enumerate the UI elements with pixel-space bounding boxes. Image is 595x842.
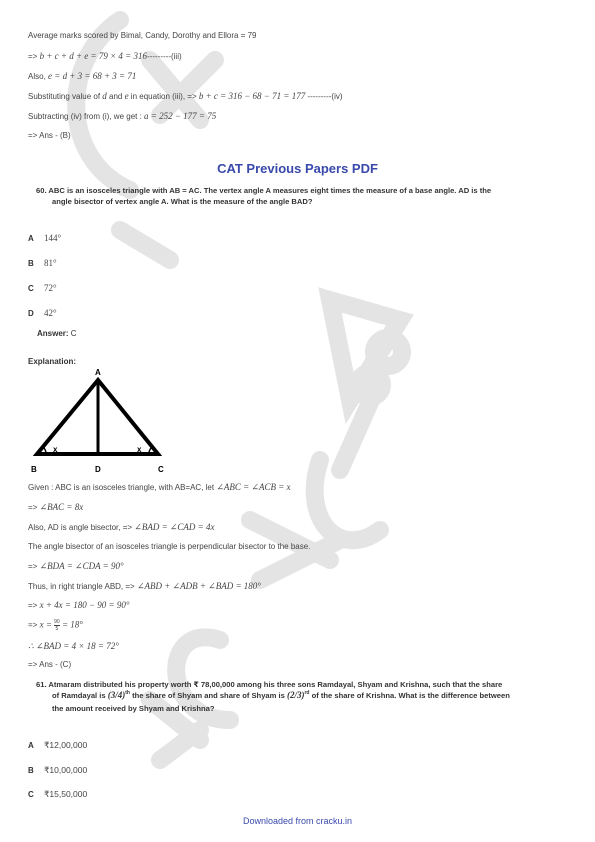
vertex-label-c: C bbox=[158, 465, 164, 474]
angle-label-b: x bbox=[53, 445, 58, 454]
prev-line-1: Average marks scored by Bimal, Candy, Dorothy and Ellora = 79 bbox=[28, 31, 257, 40]
footer-link[interactable]: Downloaded from cracku.in bbox=[242, 816, 353, 826]
option-c[interactable] bbox=[28, 789, 87, 800]
text: Also, bbox=[28, 72, 49, 81]
option-a[interactable] bbox=[28, 740, 87, 751]
sol-line-2 bbox=[28, 502, 83, 513]
triangle-diagram bbox=[28, 366, 168, 478]
option-letter: A bbox=[28, 741, 34, 750]
question-text-line: 61. Atmaram distributed his property worth ₹ 78,00,000 among his three sons Ramdayal, Shyam and Krishna, such that the share bbox=[36, 680, 503, 689]
text: => bbox=[28, 601, 40, 610]
equation: ∠BDA = ∠CDA = 90° bbox=[39, 561, 124, 571]
vertex-label-d: D bbox=[95, 465, 101, 474]
denominator: 5 bbox=[55, 626, 59, 632]
option-b[interactable] bbox=[28, 258, 57, 268]
explanation-label: Explanation: bbox=[28, 357, 77, 366]
vertex-label-b: B bbox=[31, 465, 37, 474]
option-c[interactable] bbox=[28, 283, 57, 293]
question-61 bbox=[36, 679, 510, 714]
text: and bbox=[106, 92, 125, 101]
option-value: 72° bbox=[44, 283, 57, 293]
sol-line-4: The angle bisector of an isosceles triangle is perpendicular bisector to the base. bbox=[28, 542, 311, 551]
option-value: 144° bbox=[44, 233, 62, 243]
sol-line-3 bbox=[28, 522, 215, 533]
equation: a = 252 − 177 = 75 bbox=[144, 111, 217, 121]
text: of Ramdayal is bbox=[52, 691, 108, 700]
equation: x + 4x = 180 − 90 = 90° bbox=[39, 600, 130, 610]
numerator: 90 bbox=[54, 619, 60, 625]
option-value: 81° bbox=[44, 258, 57, 268]
sol-line-1 bbox=[28, 482, 291, 493]
option-d[interactable] bbox=[28, 308, 57, 318]
text: => bbox=[28, 562, 40, 571]
text: => bbox=[28, 52, 40, 61]
question-text-line: 60. ABC is an isosceles triangle with AB = AC. The vertex angle A measures eight times the measure of a base angle. AD is the bbox=[36, 186, 492, 195]
option-letter: B bbox=[28, 766, 34, 775]
prev-answer: => Ans - (B) bbox=[28, 131, 71, 140]
sol-line-9 bbox=[28, 641, 119, 652]
question-text-line: the amount received by Shyam and Krishna? bbox=[52, 704, 215, 713]
text: ---------(iii) bbox=[147, 52, 182, 61]
option-letter: B bbox=[28, 259, 34, 268]
text: Also, AD is angle bisector, => bbox=[28, 523, 135, 532]
equation: ∠BAC = 8x bbox=[39, 502, 84, 512]
answer-value: C bbox=[70, 329, 77, 338]
option-letter: A bbox=[28, 234, 34, 243]
question-60 bbox=[36, 185, 491, 207]
equation: ∠ABC = ∠ACB = x bbox=[216, 482, 291, 492]
option-letter: D bbox=[28, 309, 34, 318]
answer bbox=[37, 329, 77, 338]
text: Subtracting (iv) from (i), we get : bbox=[28, 112, 145, 121]
text: => bbox=[28, 503, 40, 512]
superscript: th bbox=[125, 690, 130, 696]
sol-line-7 bbox=[28, 600, 129, 610]
text: Substituting value of bbox=[28, 92, 103, 101]
equation: x = bbox=[39, 619, 55, 630]
option-value: ₹10,00,000 bbox=[44, 765, 88, 775]
fraction: (2/3) bbox=[286, 690, 305, 700]
equation: e bbox=[124, 91, 129, 101]
equation: = 18° bbox=[59, 619, 83, 630]
option-value: ₹15,50,000 bbox=[44, 789, 88, 799]
sol-answer: => Ans - (C) bbox=[28, 660, 72, 669]
option-letter: C bbox=[28, 790, 34, 799]
option-value: ₹12,00,000 bbox=[44, 740, 88, 750]
fraction: (3/4) bbox=[107, 690, 126, 700]
page-header: CAT Previous Papers PDF bbox=[217, 161, 378, 176]
question-text-line: angle bisector of vertex angle A. What is the measure of the angle BAD? bbox=[52, 197, 313, 206]
equation: d bbox=[102, 91, 107, 101]
angle-label-c: x bbox=[137, 445, 142, 454]
question-text-line bbox=[36, 690, 510, 703]
prev-line-5 bbox=[28, 111, 216, 121]
text: ---------(iv) bbox=[305, 92, 343, 101]
option-b[interactable] bbox=[28, 765, 87, 776]
text: in equation (iii), => bbox=[128, 92, 199, 101]
equation: ∴ ∠BAD = 4 × 18 = 72° bbox=[28, 641, 119, 651]
superscript: rd bbox=[304, 690, 310, 696]
equation: ∠ABD + ∠ADB + ∠BAD = 180° bbox=[136, 581, 261, 591]
vertex-label-a: A bbox=[95, 368, 101, 377]
prev-line-3 bbox=[28, 71, 136, 81]
equation: b + c + d + e = 79 × 4 = 316 bbox=[39, 51, 148, 61]
text: of the share of Krishna. What is the difference between bbox=[309, 691, 510, 700]
option-value: 42° bbox=[44, 308, 57, 318]
prev-line-2 bbox=[28, 51, 182, 61]
sol-line-8 bbox=[28, 619, 83, 632]
equation: b + c = 316 − 68 − 71 = 177 bbox=[198, 91, 306, 101]
prev-line-4 bbox=[28, 91, 343, 101]
text: Thus, in right triangle ABD, => bbox=[28, 582, 137, 591]
text: Given : ABC is an isosceles triangle, with AB=AC, let bbox=[28, 483, 217, 492]
equation: ∠BAD = ∠CAD = 4x bbox=[134, 522, 215, 532]
sol-line-6 bbox=[28, 581, 261, 592]
text: => bbox=[28, 620, 40, 630]
equation: e = d + 3 = 68 + 3 = 71 bbox=[48, 71, 137, 81]
sol-line-5 bbox=[28, 561, 124, 572]
answer-label: Answer: bbox=[37, 329, 69, 338]
text: the share of Shyam and share of Shyam is bbox=[129, 691, 287, 700]
option-letter: C bbox=[28, 284, 34, 293]
option-a[interactable] bbox=[28, 233, 61, 243]
